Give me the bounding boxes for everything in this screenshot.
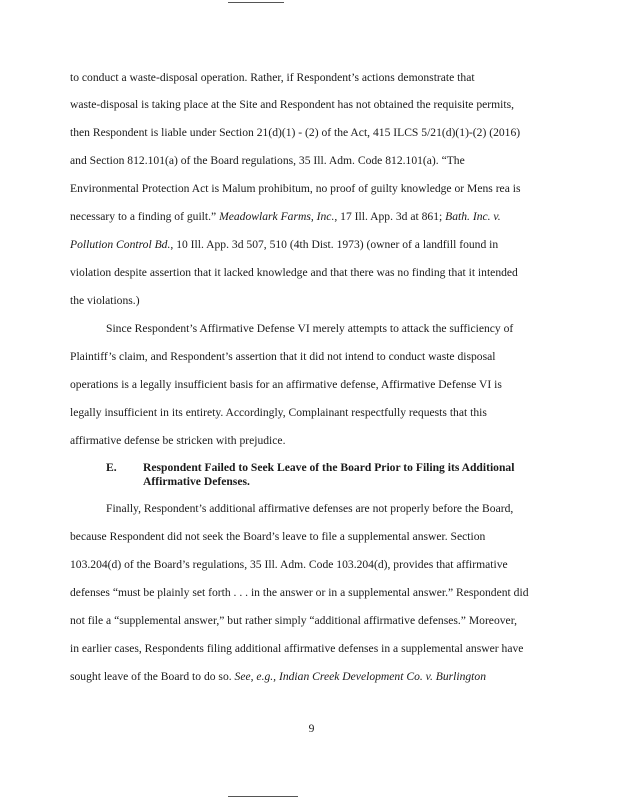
bottom-rule (228, 796, 298, 797)
body-line: not file a “supplemental answer,” but rather simply “additional affirmative defenses.” Moreover, (70, 614, 517, 627)
case-citation: See, e.g., Indian Creek Development Co. v. Burlington (234, 670, 486, 683)
section-letter: E. (106, 461, 117, 474)
case-citation: Meadowlark Farms, Inc. (219, 210, 335, 223)
body-line: affirmative defense be stricken with prejudice. (70, 434, 286, 447)
body-line (70, 210, 501, 224)
body-line: waste-disposal is taking place at the Site and Respondent has not obtained the requisite permits, (70, 98, 515, 111)
body-line: operations is a legally insufficient basis for an affirmative defense, Affirmative Defense VI is (70, 378, 502, 391)
top-rule (228, 2, 284, 3)
body-line: the violations.) (70, 294, 140, 307)
case-citation: Bath. Inc. v. (445, 210, 501, 223)
body-line: Environmental Protection Act is Malum prohibitum, no proof of guilty knowledge or Mens rea is (70, 182, 521, 195)
body-line: 103.204(d) of the Board’s regulations, 35 Ill. Adm. Code 103.204(d), provides that affirmative (70, 558, 508, 571)
body-line: violation despite assertion that it lacked knowledge and that there was no finding that it intended (70, 266, 518, 279)
body-line: legally insufficient in its entirety. Accordingly, Complainant respectfully requests that this (70, 406, 487, 419)
body-line: because Respondent did not seek the Board’s leave to file a supplemental answer. Section (70, 530, 486, 543)
body-line (70, 238, 498, 252)
body-line (70, 670, 486, 684)
body-line: to conduct a waste-disposal operation. Rather, if Respondent’s actions demonstrate that (70, 71, 475, 84)
case-citation: Pollution Control Bd. (70, 238, 171, 251)
body-line: Plaintiff’s claim, and Respondent’s assertion that it did not intend to conduct waste disposal (70, 350, 496, 363)
text-run: sought leave of the Board to do so. (70, 670, 235, 683)
body-line: and Section 812.101(a) of the Board regulations, 35 Ill. Adm. Code 812.101(a). “The (70, 154, 465, 167)
text-run: , 17 Ill. App. 3d at 861; (334, 210, 446, 223)
text-run: , 10 Ill. App. 3d 507, 510 (4th Dist. 1973) (owner of a landfill found in (170, 238, 499, 251)
section-heading: Affirmative Defenses. (143, 475, 250, 488)
text-run: necessary to a finding of guilt.” (70, 210, 220, 223)
body-line: Finally, Respondent’s additional affirmative defenses are not properly before the Board, (106, 502, 514, 515)
body-line: then Respondent is liable under Section 21(d)(1) - (2) of the Act, 415 ILCS 5/21(d)(1)-(2) (2016) (70, 126, 521, 139)
body-line: defenses “must be plainly set forth . . . in the answer or in a supplemental answer.” Respondent did (70, 586, 529, 599)
body-line: in earlier cases, Respondents filing additional affirmative defenses in a supplemental answer have (70, 642, 524, 655)
page-number: 9 (308, 722, 315, 735)
section-heading: Respondent Failed to Seek Leave of the Board Prior to Filing its Additional (143, 461, 515, 474)
body-line: Since Respondent’s Affirmative Defense VI merely attempts to attack the sufficiency of (106, 322, 514, 335)
